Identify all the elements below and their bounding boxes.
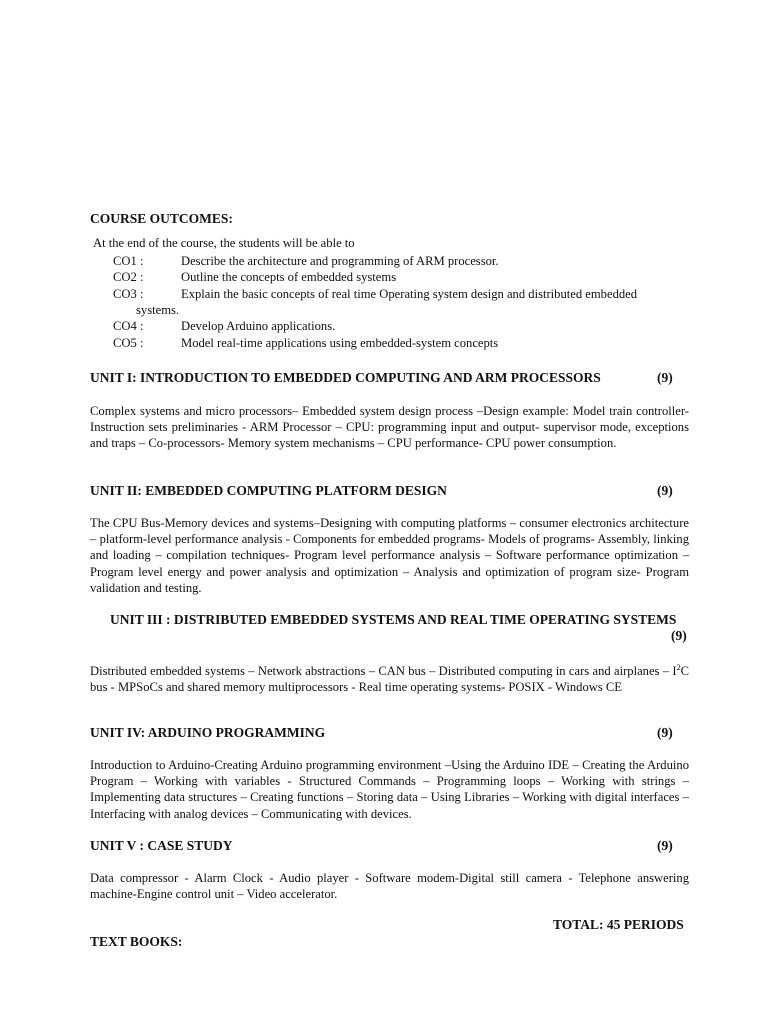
course-outcome-text: Outline the concepts of embedded systems bbox=[181, 270, 397, 284]
unit-1-content: Complex systems and micro processors– Embedded system design process –Design example: Model train controller- Instruction sets preliminaries - ARM Processor – CPU: programming input and output- supervisor mode, exceptions and traps – Co-processors- Memory system mechanisms – CPU performance- CPU power consumption. bbox=[90, 404, 689, 451]
unit-2-hours: (9) bbox=[657, 483, 673, 498]
unit-4-hours: (9) bbox=[657, 725, 673, 740]
unit-5-hours: (9) bbox=[657, 838, 673, 853]
unit-5-title: UNIT V : CASE STUDY bbox=[90, 838, 233, 853]
course-outcome-item bbox=[113, 335, 689, 351]
unit-3-hours: (9) bbox=[671, 628, 687, 643]
course-outcome-code: CO3 : bbox=[113, 287, 144, 301]
unit-1-hours: (9) bbox=[657, 370, 673, 385]
course-outcome-text-continued: systems. bbox=[136, 303, 180, 318]
total-periods: TOTAL: 45 PERIODS bbox=[553, 917, 684, 932]
course-outcome-code: CO4 : bbox=[113, 319, 144, 333]
text-books-heading: TEXT BOOKS: bbox=[90, 934, 183, 949]
course-outcome-text: Describe the architecture and programming of ARM processor. bbox=[181, 254, 499, 268]
unit-2-content: The CPU Bus-Memory devices and systems–Designing with computing platforms – consumer electronics architecture – platform-level performance analysis - Components for embedded programs- Models of programs- Assembly, linking and loading – compilation techniques- Program level performance analysis – Software performance optimization – Program level energy and power analysis and optimization – Analysis and optimization of program size- Program validation and testing. bbox=[90, 516, 689, 595]
unit-3-content-start: Distributed embedded systems – Network abstractions – CAN bus – Distributed computing in cars and airplanes – I bbox=[90, 664, 677, 678]
course-outcome-item bbox=[113, 318, 689, 334]
unit-5-content: Data compressor - Alarm Clock - Audio player - Software modem-Digital still camera - Telephone answering machine-Engine control unit – Video accelerator. bbox=[90, 871, 689, 902]
course-outcomes-intro: At the end of the course, the students will be able to bbox=[93, 236, 355, 250]
course-outcomes-heading: COURSE OUTCOMES: bbox=[90, 211, 233, 226]
course-outcome-code: CO2 : bbox=[113, 270, 144, 284]
course-outcome-item bbox=[113, 286, 689, 318]
unit-1-title: UNIT I: INTRODUCTION TO EMBEDDED COMPUTING AND ARM PROCESSORS bbox=[90, 370, 601, 385]
unit-3-title: UNIT III : DISTRIBUTED EMBEDDED SYSTEMS AND REAL TIME OPERATING SYSTEMS bbox=[110, 612, 677, 627]
course-outcome-text: Explain the basic concepts of real time Operating system design and distributed embedded bbox=[181, 287, 638, 301]
course-outcome-text: Develop Arduino applications. bbox=[181, 319, 336, 333]
unit-2-title: UNIT II: EMBEDDED COMPUTING PLATFORM DESIGN bbox=[90, 483, 447, 498]
unit-3-superscript: 2 bbox=[676, 663, 681, 672]
course-outcome-item bbox=[113, 253, 689, 269]
course-outcome-item bbox=[113, 269, 689, 285]
unit-3-content bbox=[90, 660, 689, 695]
unit-4-title: UNIT IV: ARDUINO PROGRAMMING bbox=[90, 725, 326, 740]
course-outcome-text: Model real-time applications using embedded-system concepts bbox=[181, 336, 499, 350]
unit-3-content-end: C bus - MPSoCs and shared memory multiprocessors - Real time operating systems- POSIX - Windows CE bbox=[90, 664, 689, 695]
course-outcome-code: CO5 : bbox=[113, 336, 144, 350]
course-outcome-code: CO1 : bbox=[113, 254, 144, 268]
unit-4-content: Introduction to Arduino-Creating Arduino programming environment –Using the Arduino IDE – Creating the Arduino Program – Working with variables - Structured Commands – Programming loops – Working with strings – Implementing data structures – Creating functions – Storing data – Using Libraries – Working with digital interfaces – Interfacing with analog devices – Communicating with devices. bbox=[90, 758, 689, 821]
